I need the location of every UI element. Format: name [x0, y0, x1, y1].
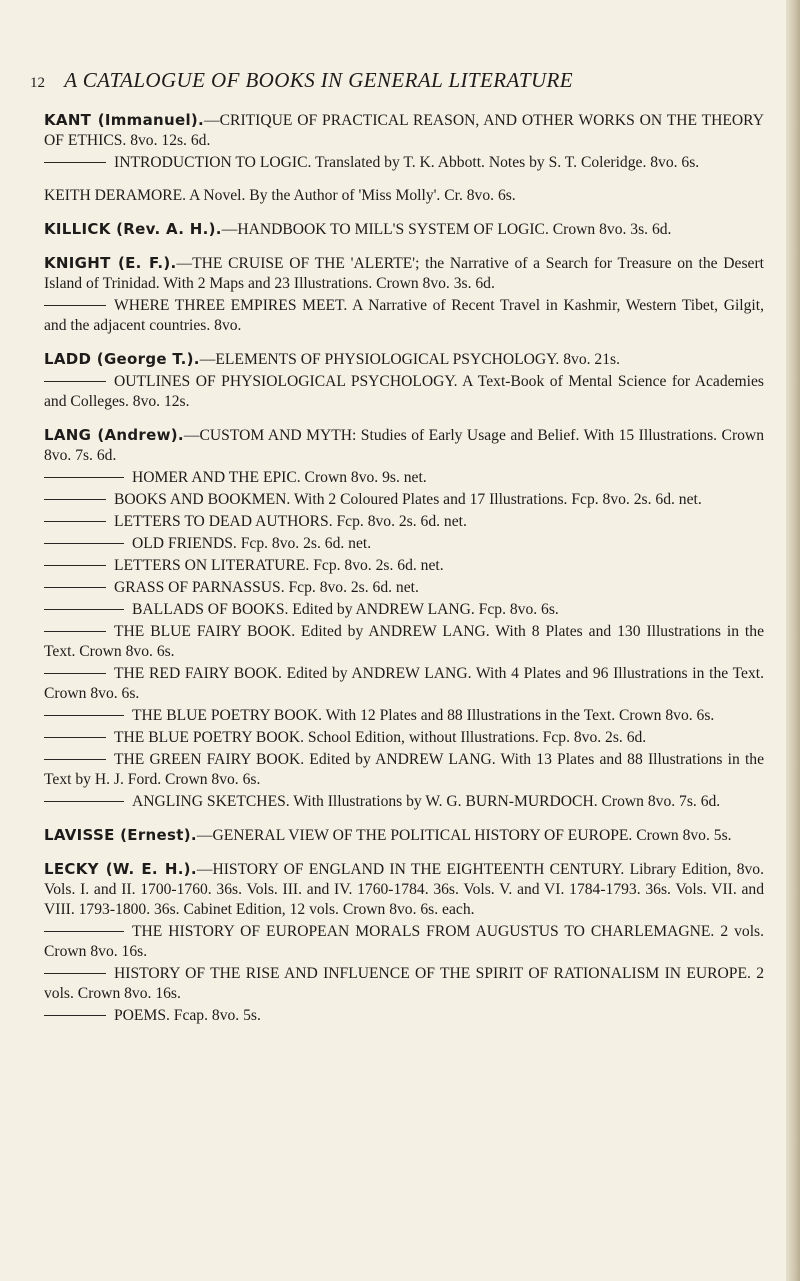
- entry-text: OLD FRIENDS. Fcp. 8vo. 2s. 6d. net.: [132, 535, 372, 552]
- catalogue-entry: [44, 664, 764, 704]
- entry-text: HISTORY OF THE RISE AND INFLUENCE OF THE SPIRIT OF RATIONALISM IN EUROPE. 2 vols. Crown 8vo. 16s.: [44, 965, 764, 1002]
- ditto-rule: [44, 715, 124, 716]
- ditto-rule: [44, 737, 106, 738]
- catalogue-entry: [44, 253, 764, 294]
- author-name: KNIGHT (E. F.).: [44, 254, 177, 272]
- author-name: KILLICK (Rev. A. H.).: [44, 220, 222, 238]
- running-title: A CATALOGUE OF BOOKS IN GENERAL LITERATURE: [64, 68, 574, 92]
- catalogue-entry: [44, 186, 764, 206]
- entry-text: THE RED FAIRY BOOK. Edited by ANDREW LANG. With 4 Plates and 96 Illustrations in the Text. Crown 8vo. 6s.: [44, 665, 764, 702]
- ditto-rule: [44, 631, 106, 632]
- entry-text: —ELEMENTS OF PHYSIOLOGICAL PSYCHOLOGY. 8vo. 21s.: [199, 351, 620, 368]
- catalogue-entry: [44, 296, 764, 336]
- entry-text: WHERE THREE EMPIRES MEET. A Narrative of Recent Travel in Kashmir, Western Tibet, Gilgit, and the adjacent countries. 8vo.: [44, 297, 764, 334]
- ditto-rule: [44, 521, 106, 522]
- ditto-rule: [44, 673, 106, 674]
- entry-text: HOMER AND THE EPIC. Crown 8vo. 9s. net.: [132, 469, 427, 486]
- catalogue-entry: [44, 964, 764, 1004]
- entry-text: —HISTORY OF ENGLAND IN THE EIGHTEENTH CENTURY. Library Edition, 8vo. Vols. I. and II. 1700-1760. 36s. Vols. III. and IV. 1760-1784. 36s. Vols. V. and VI. 1784-1793. 36s. Vols. VII. and VIII. 1793-1800. 36s. Cabinet Edition, 12 vols. Crown 8vo. 6s. each.: [44, 861, 764, 918]
- ditto-rule: [44, 499, 106, 500]
- ditto-rule: [44, 587, 106, 588]
- ditto-rule: [44, 973, 106, 974]
- entry-text: THE BLUE POETRY BOOK. With 12 Plates and 88 Illustrations in the Text. Crown 8vo. 6s.: [132, 707, 715, 724]
- ditto-rule: [44, 759, 106, 760]
- catalogue-entry: [44, 219, 764, 240]
- catalogue-entry: [44, 578, 764, 598]
- ditto-rule: [44, 543, 124, 544]
- catalogue-entry: [44, 825, 764, 846]
- entry-text: ANGLING SKETCHES. With Illustrations by W. G. BURN-MURDOCH. Crown 8vo. 7s. 6d.: [132, 793, 721, 810]
- catalogue-entry: [44, 110, 764, 151]
- catalogue-entry: [44, 792, 764, 812]
- entry-text: —THE CRUISE OF THE 'ALERTE'; the Narrative of a Search for Treasure on the Desert Island of Trinidad. With 2 Maps and 23 Illustrations. Crown 8vo. 3s. 6d.: [44, 255, 764, 292]
- catalogue-entry: [44, 706, 764, 726]
- catalogue-entry: [44, 153, 764, 173]
- entry-text: LETTERS ON LITERATURE. Fcp. 8vo. 2s. 6d. net.: [114, 557, 444, 574]
- author-name: LAVISSE (Ernest).: [44, 826, 197, 844]
- entry-text: INTRODUCTION TO LOGIC. Translated by T. K. Abbott. Notes by S. T. Coleridge. 8vo. 6s.: [114, 154, 700, 171]
- catalogue-entry: [44, 512, 764, 532]
- catalogue-entry: [44, 490, 764, 510]
- catalogue-entry: [44, 600, 764, 620]
- catalogue-entry: [44, 728, 764, 748]
- catalogue-entry: [44, 534, 764, 554]
- ditto-rule: [44, 381, 106, 382]
- entry-text: —CRITIQUE OF PRACTICAL REASON, AND OTHER WORKS ON THE THEORY OF ETHICS. 8vo. 12s. 6d.: [44, 112, 764, 149]
- catalogue-entry: [44, 468, 764, 488]
- entry-text: THE GREEN FAIRY BOOK. Edited by ANDREW LANG. With 13 Plates and 88 Illustrations in the Text by H. J. Ford. Crown 8vo. 6s.: [44, 751, 764, 788]
- catalogue-entry: [44, 372, 764, 412]
- author-name: LECKY (W. E. H.).: [44, 860, 197, 878]
- catalogue-entry: [44, 859, 764, 920]
- entry-text: POEMS. Fcap. 8vo. 5s.: [114, 1007, 261, 1024]
- ditto-rule: [44, 801, 124, 802]
- entry-text: OUTLINES OF PHYSIOLOGICAL PSYCHOLOGY. A Text-Book of Mental Science for Academies and Colleges. 8vo. 12s.: [44, 373, 764, 410]
- ditto-rule: [44, 1015, 106, 1016]
- entry-text: BOOKS AND BOOKMEN. With 2 Coloured Plates and 17 Illustrations. Fcp. 8vo. 2s. 6d. net.: [114, 491, 702, 508]
- entry-text: GRASS OF PARNASSUS. Fcp. 8vo. 2s. 6d. net.: [114, 579, 419, 596]
- catalogue-entries: [44, 110, 764, 1039]
- page-edge: [786, 0, 800, 1281]
- ditto-rule: [44, 162, 106, 163]
- author-name: KANT (Immanuel).: [44, 111, 205, 129]
- entry-text: KEITH DERAMORE. A Novel. By the Author of 'Miss Molly'. Cr. 8vo. 6s.: [44, 187, 516, 204]
- author-name: LADD (George T.).: [44, 350, 200, 368]
- entry-text: —CUSTOM AND MYTH: Studies of Early Usage and Belief. With 15 Illustrations. Crown 8vo. 7s. 6d.: [44, 427, 764, 464]
- entry-text: THE BLUE FAIRY BOOK. Edited by ANDREW LANG. With 8 Plates and 130 Illustrations in the Text. Crown 8vo. 6s.: [44, 623, 764, 660]
- catalogue-entry: [44, 622, 764, 662]
- author-name: LANG (Andrew).: [44, 426, 184, 444]
- entry-text: THE HISTORY OF EUROPEAN MORALS FROM AUGUSTUS TO CHARLEMAGNE. 2 vols. Crown 8vo. 16s.: [44, 923, 764, 960]
- ditto-rule: [44, 565, 106, 566]
- entry-text: LETTERS TO DEAD AUTHORS. Fcp. 8vo. 2s. 6d. net.: [114, 513, 467, 530]
- catalogue-entry: [44, 750, 764, 790]
- ditto-rule: [44, 477, 124, 478]
- entry-text: BALLADS OF BOOKS. Edited by ANDREW LANG. Fcp. 8vo. 6s.: [132, 601, 559, 618]
- ditto-rule: [44, 305, 106, 306]
- page-number: 12: [30, 75, 45, 91]
- ditto-rule: [44, 609, 124, 610]
- catalogue-entry: [44, 349, 764, 370]
- ditto-rule: [44, 931, 124, 932]
- entry-text: THE BLUE POETRY BOOK. School Edition, without Illustrations. Fcp. 8vo. 2s. 6d.: [114, 729, 647, 746]
- catalogue-entry: [44, 1006, 764, 1026]
- catalogue-entry: [44, 556, 764, 576]
- running-header: [30, 68, 770, 95]
- catalogue-entry: [44, 922, 764, 962]
- entry-text: —GENERAL VIEW OF THE POLITICAL HISTORY OF EUROPE. Crown 8vo. 5s.: [196, 827, 732, 844]
- entry-text: —HANDBOOK TO MILL'S SYSTEM OF LOGIC. Crown 8vo. 3s. 6d.: [221, 221, 672, 238]
- catalogue-entry: [44, 425, 764, 466]
